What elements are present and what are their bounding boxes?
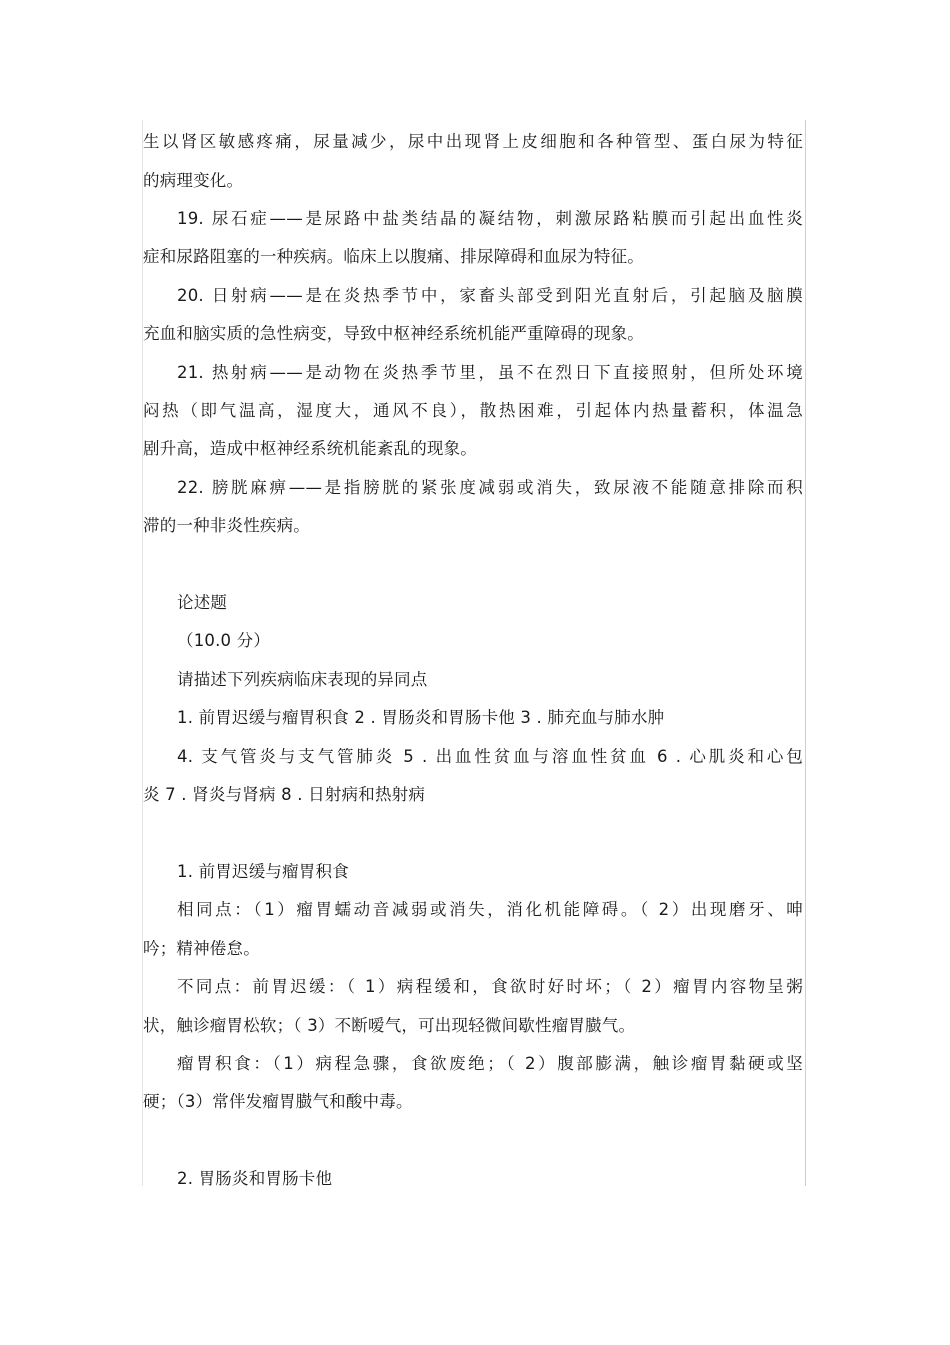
text-line: 吟；精神倦怠。 <box>143 939 260 958</box>
question-prompt: 请描述下列疾病临床表现的异同点 <box>177 670 428 689</box>
text-line: 生以肾区敏感疼痛，尿量减少，尿中出现肾上皮细胞和各种管型、蛋白尿为特征 <box>143 132 803 151</box>
score-label: （10.0 分） <box>177 631 271 650</box>
text-line: 不同点：前胃迟缓：（ 1）病程缓和，食欲时好时坏；（ 2）瘤胃内容物呈粥 <box>177 977 803 996</box>
text-line: 充血和脑实质的急性病变，导致中枢神经系统机能严重障碍的现象。 <box>143 324 644 343</box>
text-line: 相同点：（1）瘤胃蠕动音减弱或消失，消化机能障碍。（ 2）出现磨牙、呻 <box>177 900 803 919</box>
text-line: 19. 尿石症——是尿路中盐类结晶的凝结物，刺激尿路粘膜而引起出血性炎 <box>177 209 803 228</box>
text-line: 剧升高，造成中枢神经系统机能紊乱的现象。 <box>143 439 477 458</box>
text-line: 滞的一种非炎性疾病。 <box>143 516 310 535</box>
text-line: 症和尿路阻塞的一种疾病。临床上以腹痛、排尿障碍和血尿为特征。 <box>143 247 644 266</box>
text-line: 状，触诊瘤胃松软；（ 3）不断嗳气，可出现轻微间歇性瘤胃臌气。 <box>143 1016 636 1035</box>
answer-heading: 2. 胃肠炎和胃肠卡他 <box>177 1169 333 1188</box>
text-line: 的病理变化。 <box>143 171 244 190</box>
text-line: 闷热（即气温高，湿度大，通风不良），散热困难，引起体内热量蓄积，体温急 <box>143 401 803 420</box>
text-line: 20. 日射病——是在炎热季节中，家畜头部受到阳光直射后，引起脑及脑膜 <box>177 286 803 305</box>
text-line: 22. 膀胱麻痹——是指膀胱的紧张度减弱或消失，致尿液不能随意排除而积 <box>177 478 803 497</box>
question-item: 炎 7 . 肾炎与肾病 8 . 日射病和热射病 <box>143 785 426 804</box>
question-item: 4. 支气管炎与支气管肺炎 5 . 出血性贫血与溶血性贫血 6 . 心肌炎和心包 <box>177 747 803 766</box>
text-line: 瘤胃积食：（1）病程急骤，食欲废绝；（ 2）腹部膨满，触诊瘤胃黏硬或坚 <box>177 1054 803 1073</box>
answer-heading: 1. 前胃迟缓与瘤胃积食 <box>177 862 349 881</box>
section-heading: 论述题 <box>177 593 228 612</box>
question-item: 1. 前胃迟缓与瘤胃积食 2 . 胃肠炎和胃肠卡他 3 . 肺充血与肺水肿 <box>177 708 665 727</box>
text-line: 21. 热射病——是动物在炎热季节里，虽不在烈日下直接照射，但所处环境 <box>177 363 803 382</box>
text-line: 硬；（3）常伴发瘤胃臌气和酸中毒。 <box>143 1092 413 1111</box>
